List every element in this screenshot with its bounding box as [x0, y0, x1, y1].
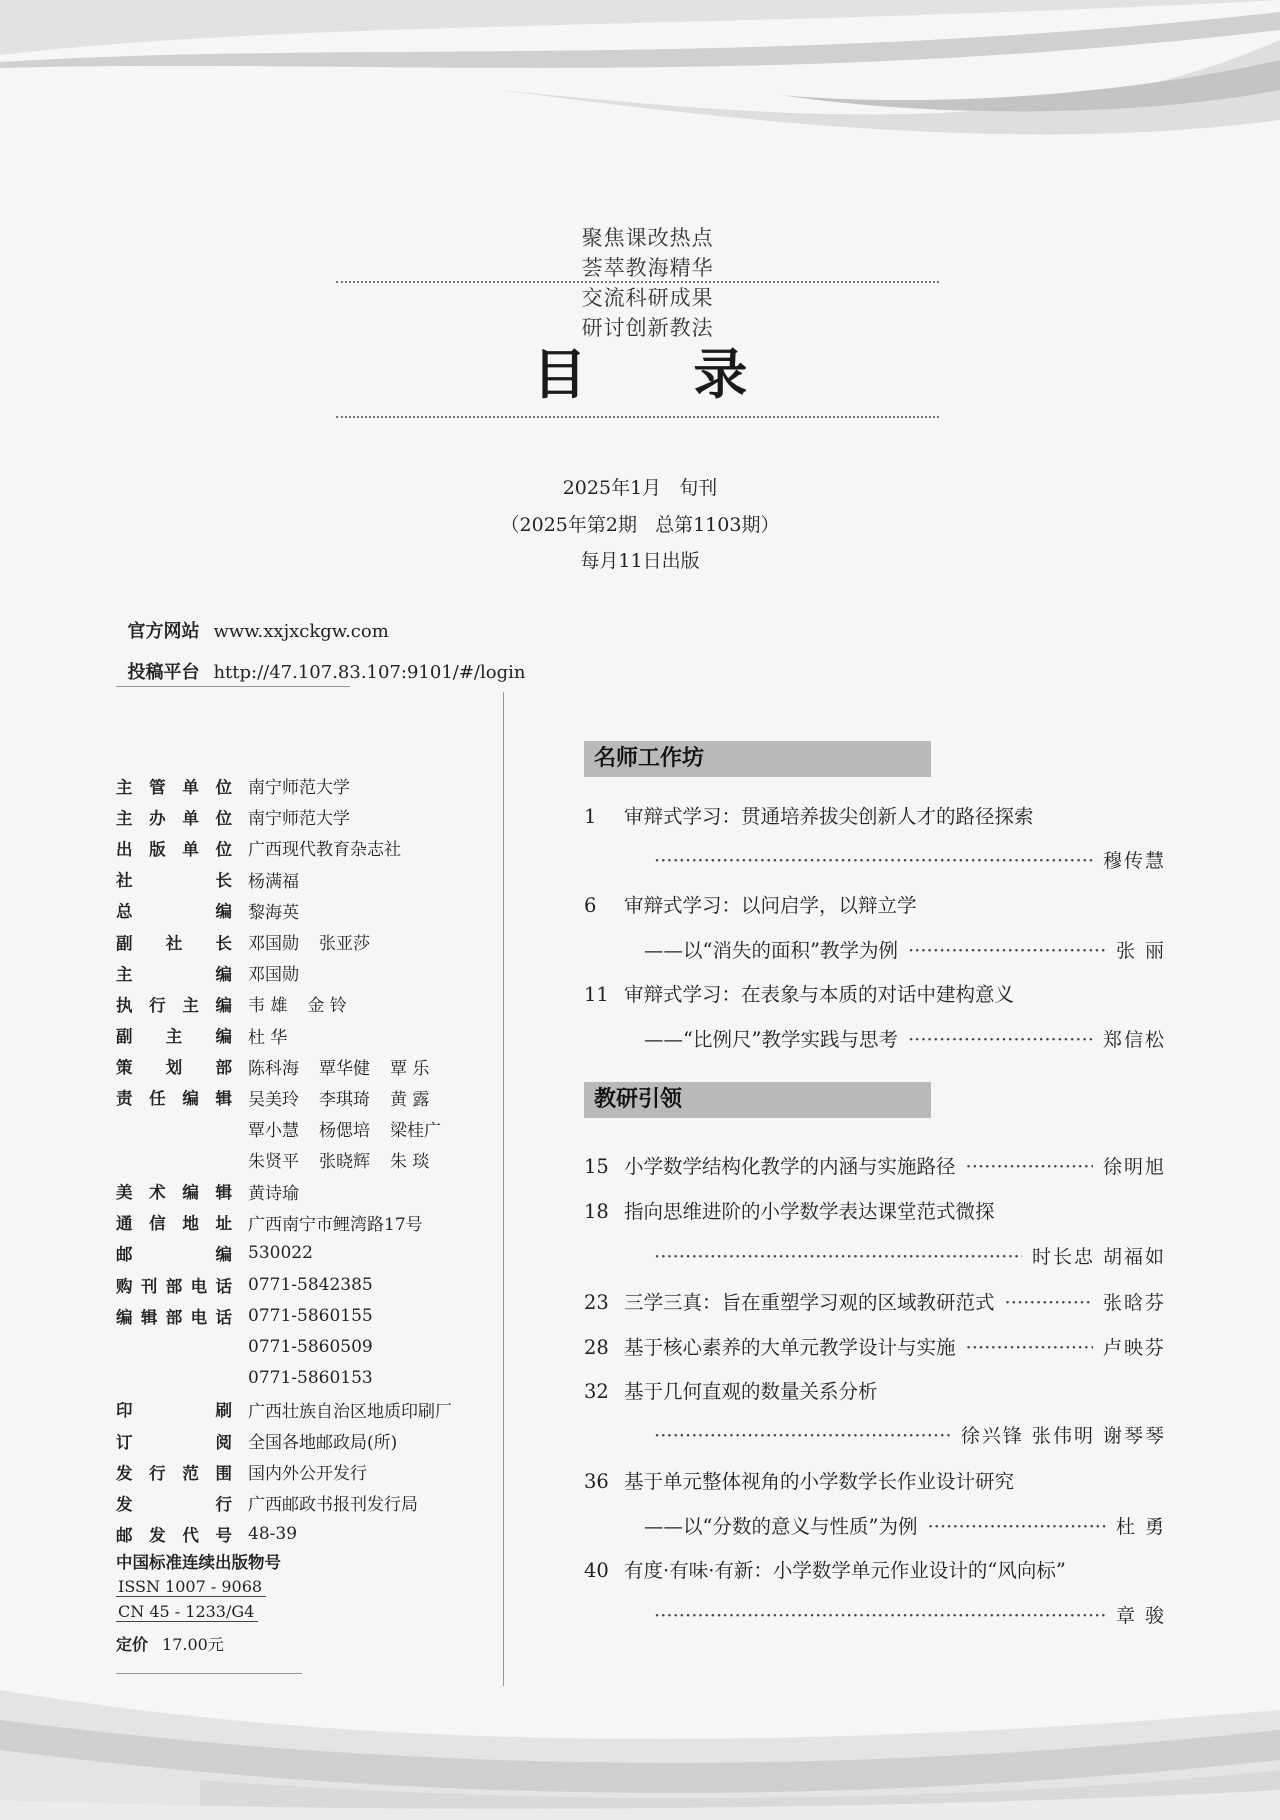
masthead-row — [116, 1238, 472, 1269]
cn-number-row — [116, 1602, 258, 1622]
toc-page-number: 18 — [584, 1200, 609, 1223]
masthead-key: 邮编 — [116, 1245, 232, 1265]
masthead-value — [248, 1023, 307, 1048]
toc-author: 时长忠 胡福如 — [1031, 1246, 1166, 1268]
toc-page-number: 36 — [584, 1470, 609, 1493]
toc-subtitle: ——以“消失的面积”教学为例 — [644, 939, 898, 962]
masthead-row — [116, 988, 472, 1019]
masthead-key: 执行主编 — [116, 995, 232, 1015]
toc-leader-dots — [1005, 1291, 1093, 1314]
masthead-row — [116, 957, 472, 988]
masthead-key: 社长 — [116, 871, 232, 891]
masthead-value-item: 0771-5860153 — [248, 1368, 373, 1389]
toc-article-title: 审辩式学习：在表象与本质的对话中建构意义 — [624, 983, 1015, 1006]
toc-entry[interactable] — [584, 979, 1166, 1007]
masthead-row — [116, 1363, 472, 1394]
masthead-value-item: 南宁师范大学 — [248, 809, 350, 830]
masthead-row — [116, 1519, 472, 1550]
standard-serial-label: 中国标准连续出版物号 — [116, 1553, 281, 1572]
masthead-row — [116, 1269, 472, 1300]
toc-entry[interactable] — [584, 1466, 1166, 1494]
cn-number: CN 45 - 1233/G4 — [116, 1602, 258, 1622]
masthead-value — [248, 773, 370, 798]
masthead-value-item: 覃华健 — [319, 1058, 370, 1079]
toc-article-title: 有度·有味·有新：小学数学单元作业设计的“风向标” — [624, 1559, 1066, 1582]
column-divider — [503, 692, 504, 1686]
toc-page-number: 23 — [584, 1291, 609, 1314]
masthead-value-item: 广西现代教育杂志社 — [248, 840, 401, 861]
masthead-key: 通信地址 — [116, 1214, 232, 1234]
masthead-value-item: 黄诗瑜 — [248, 1183, 299, 1204]
toc-entry-byline — [584, 935, 1166, 963]
masthead-value-item: 广西南宁市鲤湾路17号 — [248, 1214, 423, 1235]
masthead-value — [248, 1368, 393, 1388]
toc-page-number: 15 — [584, 1155, 609, 1178]
masthead-value-item: 杨满福 — [248, 871, 299, 892]
toc-leader-dots — [654, 1245, 1022, 1268]
masthead-key: 发行 — [116, 1494, 232, 1514]
price-label: 定价 — [116, 1635, 149, 1654]
toc-subtitle: ——以“分数的意义与性质”为例 — [644, 1515, 918, 1538]
masthead-key: 主管单位 — [116, 777, 232, 797]
masthead-row — [116, 864, 472, 895]
masthead — [116, 770, 472, 1550]
masthead-bottom-rule — [116, 1673, 302, 1674]
masthead-value-item: 邓国勋 — [248, 965, 299, 986]
masthead-top-rule — [116, 686, 350, 687]
masthead-value-item: 李琪琦 — [319, 1089, 370, 1110]
masthead-row — [116, 1394, 472, 1425]
toc-author: 徐明旭 — [1102, 1156, 1166, 1178]
masthead-key: 副社长 — [116, 933, 232, 953]
masthead-row — [116, 895, 472, 926]
masthead-row — [116, 832, 472, 863]
toc-entry-byline — [584, 1024, 1166, 1052]
masthead-value-item: 全国各地邮政局(所) — [248, 1433, 398, 1454]
slogan-4: 研讨创新教法 — [581, 316, 714, 340]
masthead-key: 主办单位 — [116, 808, 232, 828]
masthead-value-item: 南宁师范大学 — [248, 778, 350, 799]
toc-article-title: 基于核心素养的大单元教学设计与实施 — [624, 1336, 956, 1359]
masthead-value — [248, 1147, 449, 1172]
slogan-2: 荟萃教海精华 — [581, 256, 714, 280]
masthead-value-item: 邓国勋 — [248, 934, 299, 955]
masthead-value-item: 530022 — [248, 1243, 313, 1264]
toc-subtitle: ——“比例尺”教学实践与思考 — [644, 1028, 898, 1051]
masthead-row — [116, 1487, 472, 1518]
section-heading: 教研引领 — [584, 1082, 931, 1118]
toc-entry[interactable] — [584, 801, 1166, 829]
toc-page-number: 6 — [584, 894, 597, 917]
issue-number: （2025年第2期 总第1103期） — [500, 514, 780, 536]
title-dotted-divider — [336, 416, 939, 418]
toc-leader-dots — [966, 1336, 1093, 1359]
masthead-value — [248, 1428, 417, 1453]
toc-author: 卢映芬 — [1102, 1337, 1166, 1359]
toc-article-title: 小学数学结构化教学的内涵与实施路径 — [624, 1155, 956, 1178]
bottom-wave-decoration — [0, 1650, 1280, 1820]
masthead-value-item: 广西壮族自治区地质印刷厂 — [248, 1401, 452, 1422]
top-dotted-divider — [336, 281, 939, 283]
submission-label: 投稿平台 — [127, 662, 200, 683]
official-website — [116, 596, 389, 643]
slogan-1: 聚焦课改热点 — [581, 226, 714, 250]
masthead-value — [248, 1179, 319, 1204]
toc-entry-byline — [584, 846, 1166, 873]
issn — [116, 1577, 266, 1597]
masthead-value — [248, 1306, 393, 1326]
submission-url[interactable]: http://47.107.83.107:9101/#/login — [213, 662, 526, 683]
masthead-value-item: 国内外公开发行 — [248, 1464, 367, 1485]
masthead-row — [116, 1331, 472, 1362]
toc-entry-byline — [584, 1421, 1166, 1448]
toc-page-number: 40 — [584, 1559, 609, 1582]
toc-page-number: 1 — [584, 805, 597, 828]
toc-entry[interactable] — [584, 1287, 1166, 1315]
toc-leader-dots — [654, 1424, 951, 1447]
slogan-3: 交流科研成果 — [581, 286, 714, 310]
submission-platform — [116, 637, 525, 684]
masthead-key: 美术编辑 — [116, 1183, 232, 1203]
toc-page-number: 32 — [584, 1380, 609, 1403]
masthead-value — [248, 929, 390, 954]
toc-entry[interactable] — [584, 1196, 1166, 1224]
masthead-value-item: 覃 乐 — [390, 1058, 430, 1079]
masthead-value-item: 黎海英 — [248, 902, 299, 923]
masthead-value — [248, 1397, 472, 1422]
masthead-value-item: 0771-5842385 — [248, 1274, 373, 1295]
masthead-value-item: 张亚莎 — [319, 934, 370, 955]
masthead-row — [116, 1207, 472, 1238]
toc-entry[interactable] — [584, 1376, 1166, 1404]
masthead-value — [248, 1210, 443, 1235]
masthead-row — [116, 1020, 472, 1051]
masthead-key: 副主编 — [116, 1027, 232, 1047]
masthead-value-item: 张晓辉 — [319, 1152, 370, 1173]
masthead-key: 发行范围 — [116, 1463, 232, 1483]
masthead-value-item: 48-39 — [248, 1524, 298, 1545]
masthead-value — [248, 1524, 317, 1544]
masthead-key: 邮发代号 — [116, 1526, 232, 1546]
toc-article-title: 基于几何直观的数量关系分析 — [624, 1380, 878, 1403]
masthead-key: 责任编辑 — [116, 1089, 232, 1109]
toc-article-title: 三学三真：旨在重塑学习观的区域教研范式 — [624, 1291, 995, 1314]
toc-page-number: 28 — [584, 1336, 609, 1359]
masthead-value-item: 朱贤平 — [248, 1152, 299, 1173]
masthead-value — [248, 1275, 393, 1295]
masthead-key: 主编 — [116, 964, 232, 984]
toc-author: 张 丽 — [1115, 940, 1166, 962]
toc-author: 张晗芬 — [1102, 1292, 1166, 1314]
toc-leader-dots — [654, 849, 1093, 872]
toc-article-title: 审辩式学习：贯通培养拔尖创新人才的路径探索 — [624, 805, 1034, 828]
masthead-value-item: 0771-5860509 — [248, 1336, 373, 1357]
masthead-value-item: 黄 露 — [390, 1089, 430, 1110]
price-value: 17.00元 — [162, 1635, 224, 1654]
website-url[interactable]: www.xxjxckgw.com — [213, 621, 389, 642]
publish-day: 每月11日出版 — [580, 550, 700, 572]
toc-article-title: 基于单元整体视角的小学数学长作业设计研究 — [624, 1470, 1015, 1493]
toc-entry[interactable] — [584, 1332, 1166, 1360]
toc-leader-dots — [927, 1515, 1106, 1538]
toc-author: 郑信松 — [1102, 1029, 1166, 1051]
masthead-row — [116, 1082, 472, 1113]
masthead-value — [248, 1490, 438, 1515]
toc-author: 徐兴锋 张伟明 谢琴琴 — [960, 1425, 1166, 1447]
masthead-value-item: 韦 雄 — [248, 996, 288, 1017]
toc-entry-byline — [584, 1511, 1166, 1539]
masthead-value — [248, 804, 370, 829]
masthead-key: 编辑部电话 — [116, 1307, 232, 1327]
toc-entry-byline — [584, 1601, 1166, 1628]
top-wave-decoration — [0, 0, 1280, 170]
masthead-key: 购刊部电话 — [116, 1276, 232, 1296]
masthead-value — [248, 1054, 449, 1079]
masthead-value-item: 广西邮政书报刊发行局 — [248, 1495, 418, 1516]
masthead-value — [248, 898, 319, 923]
masthead-value — [248, 835, 421, 860]
masthead-value-item: 杨偲培 — [319, 1121, 370, 1142]
masthead-value-item: 朱 琰 — [390, 1152, 430, 1173]
masthead-key: 策划部 — [116, 1058, 232, 1078]
masthead-value — [248, 991, 367, 1016]
toc-leader-dots — [654, 1604, 1106, 1627]
masthead-row — [116, 1300, 472, 1331]
masthead-value-item: 覃小慧 — [248, 1121, 299, 1142]
masthead-key: 出版单位 — [116, 839, 232, 859]
website-label: 官方网站 — [127, 621, 200, 642]
price — [116, 1632, 224, 1655]
masthead-key: 订阅 — [116, 1432, 232, 1452]
masthead-value — [248, 1459, 387, 1484]
masthead-value-item: 吴美玲 — [248, 1089, 299, 1110]
masthead-value-item: 杜 华 — [248, 1027, 288, 1048]
toc-author: 穆传慧 — [1102, 850, 1166, 872]
issn-number: ISSN 1007 - 9068 — [116, 1577, 266, 1597]
toc-entry[interactable] — [584, 1555, 1166, 1583]
masthead-value-item: 陈科海 — [248, 1058, 299, 1079]
masthead-row — [116, 1425, 472, 1456]
toc-leader-dots — [908, 939, 1106, 962]
masthead-row — [116, 1175, 472, 1206]
section-heading: 名师工作坊 — [584, 741, 931, 777]
masthead-value — [248, 1337, 393, 1357]
toc-article-title: 指向思维进阶的小学数学表达课堂范式微探 — [624, 1200, 995, 1223]
masthead-row — [116, 1051, 472, 1082]
masthead-row — [116, 770, 472, 801]
masthead-value — [248, 1116, 461, 1141]
masthead-value — [248, 1243, 333, 1263]
masthead-key: 总编 — [116, 902, 232, 922]
slogan-bar — [0, 198, 1280, 342]
toc-article-title: 审辩式学习：以问启学，以辩立学 — [624, 894, 917, 917]
toc-entry-byline — [584, 1242, 1166, 1269]
toc-entry[interactable] — [584, 890, 1166, 918]
masthead-row — [116, 926, 472, 957]
page-title: 目 录 — [532, 343, 792, 406]
toc-leader-dots — [908, 1028, 1093, 1051]
toc-entry[interactable] — [584, 1151, 1166, 1179]
masthead-row — [116, 1456, 472, 1487]
masthead-value-item: 金 铃 — [307, 996, 347, 1017]
issue-date: 2025年1月 旬刊 — [562, 477, 718, 499]
masthead-value-item: 0771-5860155 — [248, 1305, 373, 1326]
masthead-row — [116, 801, 472, 832]
toc-author: 杜 勇 — [1115, 1516, 1166, 1538]
masthead-key: 印刷 — [116, 1401, 232, 1421]
masthead-row — [116, 1113, 472, 1144]
toc-author: 章 骏 — [1115, 1605, 1166, 1627]
masthead-value — [248, 867, 319, 892]
masthead-value — [248, 1085, 449, 1110]
toc-page-number: 11 — [584, 983, 609, 1006]
masthead-value-item: 梁桂广 — [390, 1121, 441, 1142]
masthead-row — [116, 1144, 472, 1175]
masthead-value — [248, 960, 319, 985]
toc-leader-dots — [966, 1155, 1093, 1178]
